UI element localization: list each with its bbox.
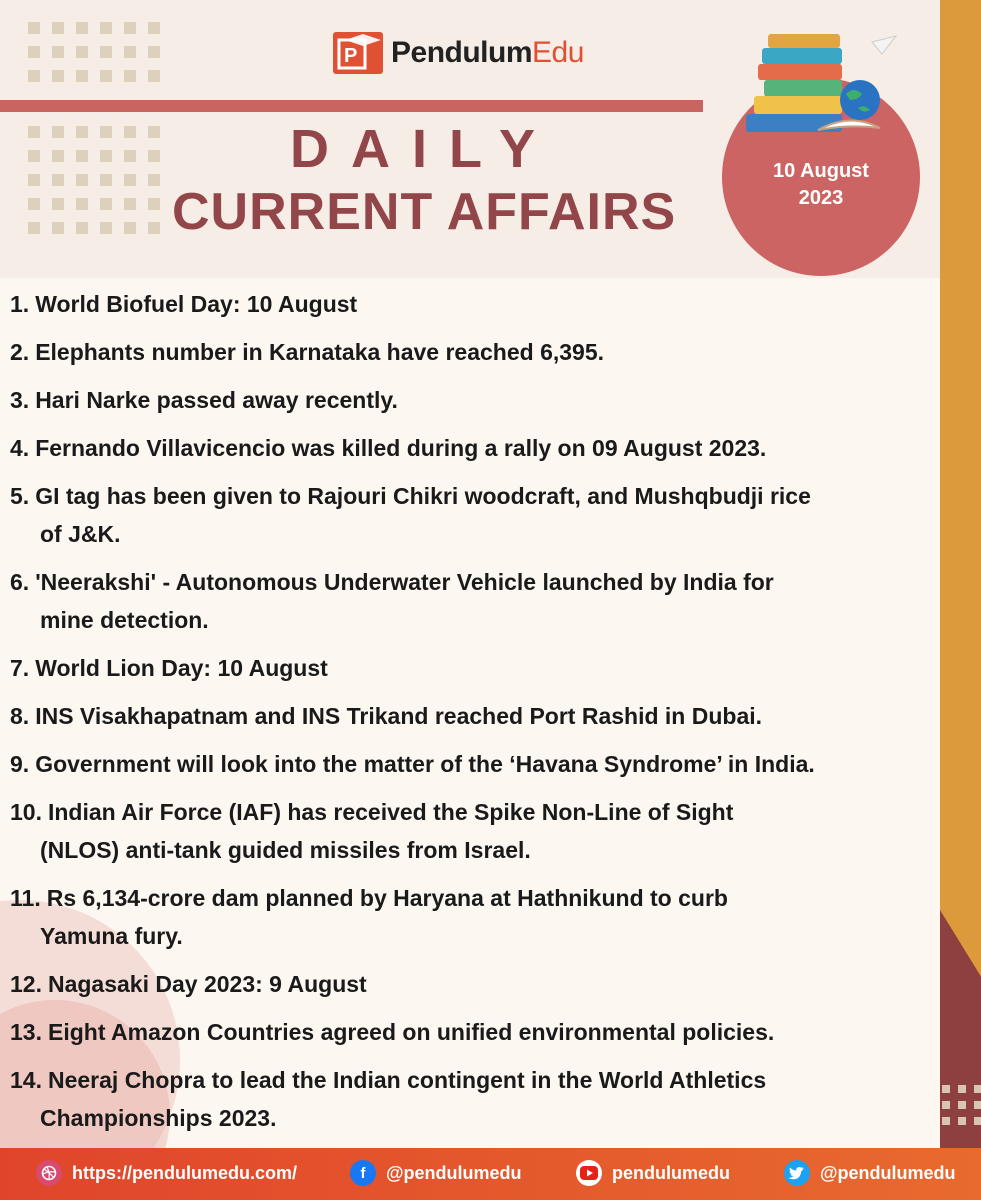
website-link-label: https://pendulumedu.com/ — [72, 1162, 297, 1183]
list-item: 11. Rs 6,134-crore dam planned by Haryana at Hathnikund to curb Yamuna fury. — [10, 885, 728, 949]
twitter-link[interactable] — [784, 1160, 956, 1186]
website-link[interactable] — [36, 1160, 297, 1186]
list-item: 10. Indian Air Force (IAF) has received the Spike Non-Line of Sight (NLOS) anti-tank guided missiles from Israel. — [10, 799, 734, 863]
dribbble-icon — [36, 1160, 62, 1186]
list-item: 5. GI tag has been given to Rajouri Chikri woodcraft, and Mushqbudji rice of J&K. — [10, 483, 811, 547]
list-item: 7. World Lion Day: 10 August — [10, 655, 328, 681]
list-item: 14. Neeraj Chopra to lead the Indian contingent in the World Athletics Championships 2023. — [10, 1067, 767, 1131]
list-item: 13. Eight Amazon Countries agreed on unified environmental policies. — [10, 1019, 775, 1045]
facebook-icon: f — [350, 1160, 376, 1186]
list-item: 1. World Biofuel Day: 10 August — [10, 291, 358, 317]
dot-grid-mid-left — [28, 126, 160, 234]
facebook-link[interactable] — [350, 1160, 522, 1186]
brand-name: PendulumEdu — [391, 36, 584, 69]
youtube-link[interactable] — [576, 1160, 730, 1186]
list-item: 2. Elephants number in Karnataka have reached 6,395. — [10, 339, 605, 365]
twitter-icon — [784, 1160, 810, 1186]
youtube-icon — [576, 1160, 602, 1186]
dot-grid-bottom-right — [942, 1085, 981, 1125]
footer-bar — [0, 1148, 981, 1200]
list-item: 9. Government will look into the matter of the ‘Havana Syndrome’ in India. — [10, 751, 815, 777]
list-item: 8. INS Visakhapatnam and INS Trikand reached Port Rashid in Dubai. — [10, 703, 763, 729]
header-divider-line — [0, 100, 703, 112]
list-item: 3. Hari Narke passed away recently. — [10, 387, 398, 413]
dot-grid-top-left — [28, 22, 160, 82]
date-label: 10 August 2023 — [773, 160, 869, 209]
page-title-daily: DAILY — [290, 119, 558, 179]
svg-text:P: P — [344, 45, 358, 67]
pendulum-edu-logo-icon — [333, 32, 383, 74]
brand-logo — [333, 30, 584, 76]
youtube-link-label: pendulumedu — [612, 1162, 730, 1183]
list-item: 4. Fernando Villavicencio was killed during a rally on 09 August 2023. — [10, 435, 767, 461]
twitter-link-label: @pendulumedu — [820, 1162, 956, 1183]
list-item: 12. Nagasaki Day 2023: 9 August — [10, 971, 367, 997]
list-item: 6. 'Neerakshi' - Autonomous Underwater Vehicle launched by India for mine detection. — [10, 569, 774, 633]
books-globe-icon — [740, 28, 910, 153]
page-title-current-affairs: CURRENT AFFAIRS — [172, 183, 677, 241]
facebook-link-label: @pendulumedu — [386, 1162, 522, 1183]
